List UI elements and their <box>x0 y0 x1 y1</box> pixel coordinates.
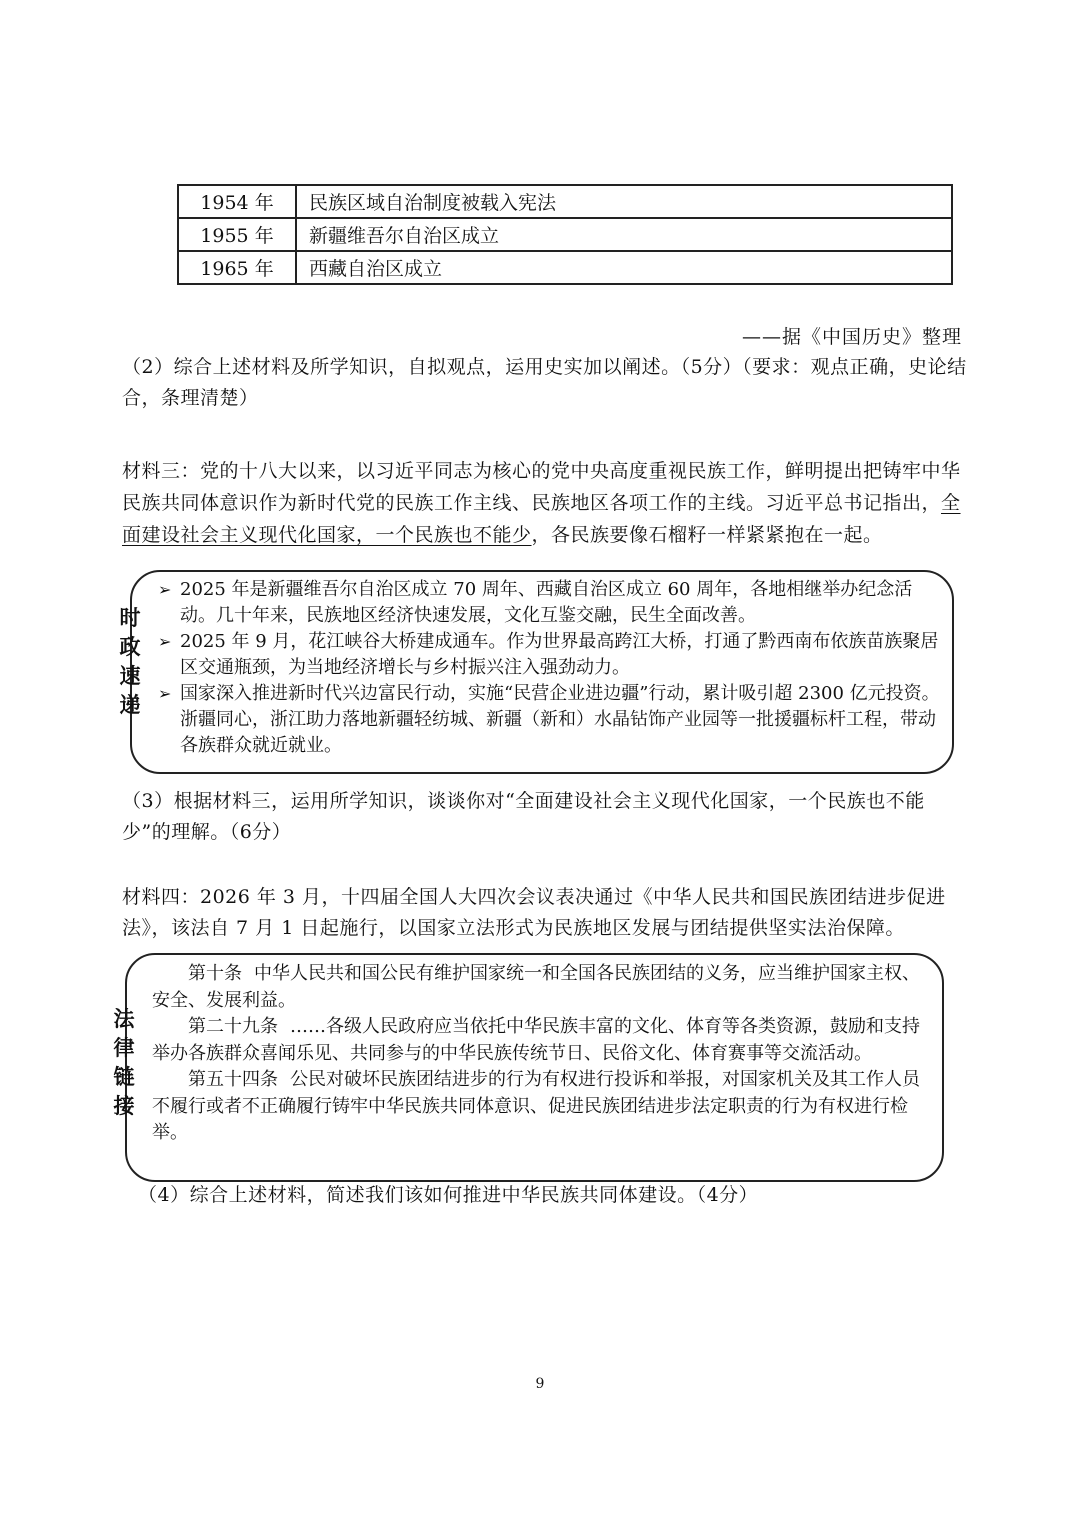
list-item-text: 国家深入推进新时代兴边富民行动，实施“民营企业进边疆”行动，累计吸引超 2300 亿元投资。浙疆同心，浙江助力落地新疆轻纺城、新疆（新和）水晶钻饰产业园等一批援疆标杆工程，带动各族群众就近就业。 <box>180 683 940 756</box>
law-label-char: 法 <box>113 1006 135 1031</box>
article-title: 第十条 <box>188 963 242 984</box>
table-row <box>178 218 952 251</box>
material-4: 材料四：2026 年 3 月，十四届全国人大四次会议表决通过《中华人民共和国民族团结进步促进法》，该法自 7 月 1 日起施行，以国家立法形式为民族地区发展与团结提供坚实法治保障。 <box>122 886 946 939</box>
news-label-char: 速 <box>119 663 141 688</box>
law-article <box>152 961 932 1014</box>
list-item-text: 2025 年是新疆维吾尔自治区成立 70 周年、西藏自治区成立 60 周年，各地相继举办纪念活动。几十年来，民族地区经济快速发展，文化互鉴交融，民生全面改善。 <box>180 579 913 626</box>
law-articles <box>152 961 932 1147</box>
table-row <box>178 251 952 284</box>
article-text: 中华人民共和国公民有维护国家统一和全国各民族团结的义务，应当维护国家主权、安全、发展利益。 <box>152 963 920 1011</box>
article-text: 公民对破坏民族团结进步的行为有权进行投诉和举报，对国家机关及其工作人员不履行或者不正确履行铸牢中华民族共同体意识、促进民族团结进步法定职责的行为有权进行检举。 <box>152 1069 920 1143</box>
news-label-char: 时 <box>119 605 141 630</box>
material-3-text-end: ，各民族要像石榴籽一样紧紧抱在一起。 <box>531 524 883 546</box>
law-label-char: 接 <box>113 1093 135 1118</box>
question-3: （3）根据材料三，运用所学知识，谈谈你对“全面建设社会主义现代化国家，一个民族也不能少”的理解。（6分） <box>122 790 925 843</box>
table-cell-year: 1954 年 <box>178 185 296 218</box>
list-item <box>158 577 946 629</box>
news-label-char: 递 <box>119 692 141 717</box>
law-article <box>152 1014 932 1067</box>
question-2: （2）综合上述材料及所学知识，自拟观点，运用史实加以阐述。（5分）（要求：观点正确，史论结合，条理清楚） <box>122 356 967 409</box>
source-citation: ——据《中国历史》整理 <box>741 326 962 348</box>
table-cell-year: 1955 年 <box>178 218 296 251</box>
list-item-text: 2025 年 9 月，花江峡谷大桥建成通车。作为世界最高跨江大桥，打通了黔西南布依族苗族聚居区交通瓶颈，为当地经济增长与乡村振兴注入强劲动力。 <box>180 631 939 678</box>
page-number: 9 <box>535 1376 545 1392</box>
timeline-table <box>177 184 953 285</box>
list-item <box>158 681 946 759</box>
table-cell-year: 1965 年 <box>178 251 296 284</box>
law-label-char: 律 <box>113 1035 135 1060</box>
list-item <box>158 629 946 681</box>
arrow-bullet-icon: ➢ <box>158 632 172 651</box>
law-label-char: 链 <box>113 1064 135 1089</box>
arrow-bullet-icon: ➢ <box>158 684 172 703</box>
material-3 <box>122 455 972 551</box>
law-article <box>152 1067 932 1147</box>
law-box-label <box>112 1004 136 1120</box>
arrow-bullet-icon: ➢ <box>158 580 172 599</box>
news-box-label <box>118 603 142 719</box>
table-cell-event: 民族区域自治制度被载入宪法 <box>296 185 952 218</box>
table-cell-event: 新疆维吾尔自治区成立 <box>296 218 952 251</box>
article-title: 第二十九条 <box>188 1016 278 1037</box>
article-text: ……各级人民政府应当依托中华民族丰富的文化、体育等各类资源，鼓励和支持举办各族群众喜闻乐见、共同参与的中华民族传统节日、民俗文化、体育赛事等交流活动。 <box>152 1016 920 1064</box>
material-3-underlined-quote: 全面建设社会主义现代化国家，一个民族也不能少 <box>122 492 961 546</box>
table-row <box>178 185 952 218</box>
news-label-char: 政 <box>119 634 141 659</box>
table-cell-event: 西藏自治区成立 <box>296 251 952 284</box>
news-list <box>158 577 946 759</box>
article-title: 第五十四条 <box>188 1069 278 1090</box>
question-4: （4）综合上述材料，简述我们该如何推进中华民族共同体建设。（4分） <box>138 1184 759 1206</box>
material-3-text: 材料三：党的十八大以来，以习近平同志为核心的党中央高度重视民族工作，鲜明提出把铸牢中华民族共同体意识作为新时代党的民族工作主线、民族地区各项工作的主线。习近平总书记指出， <box>122 460 961 514</box>
